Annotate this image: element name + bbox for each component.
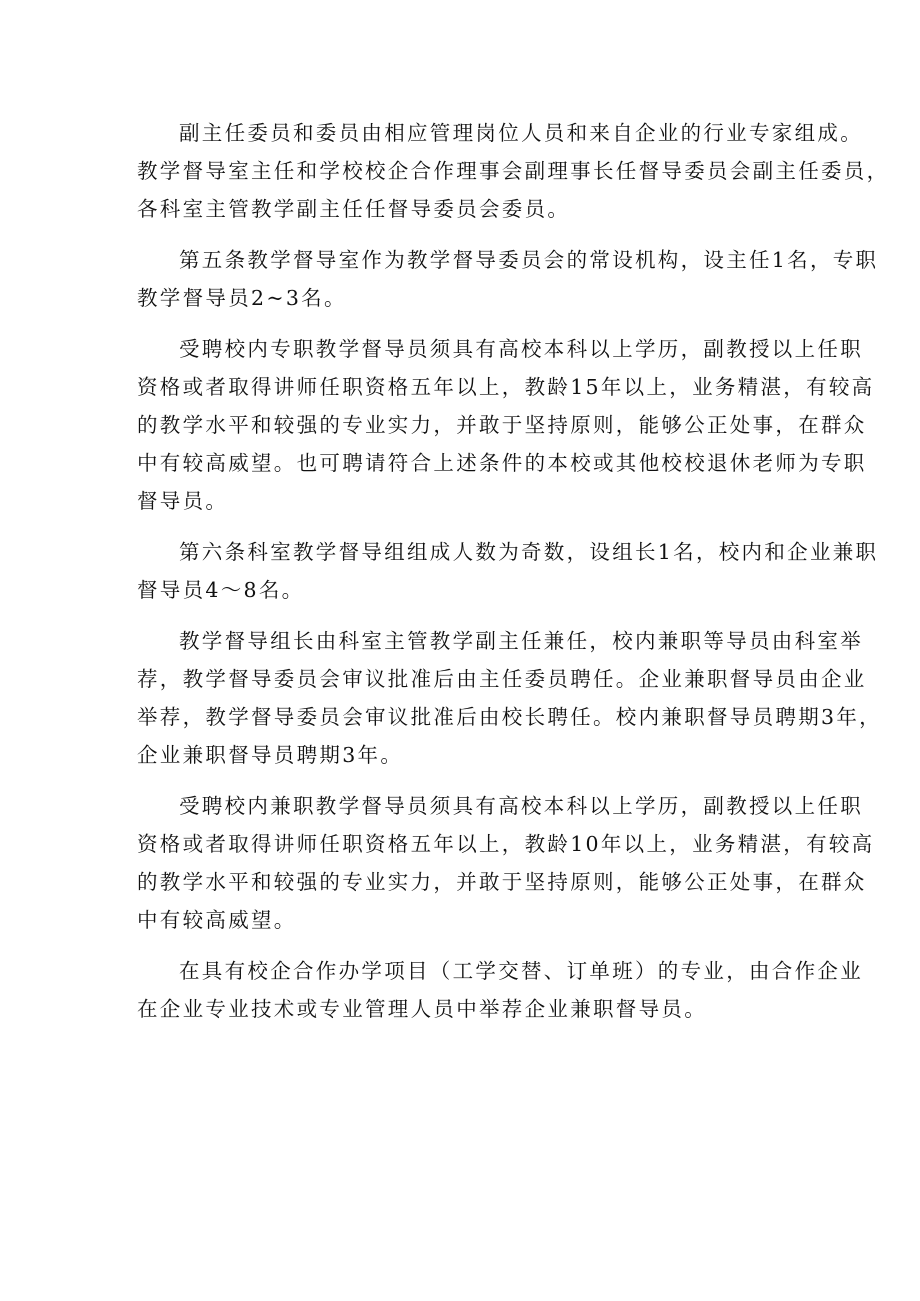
paragraph-article-5 [137, 241, 879, 317]
text-line: 企业兼职督导员聘期3年。 [137, 743, 404, 767]
text-line: 荐，教学督导委员会审议批准后由主任委员聘任。企业兼职督导员由企业 [137, 667, 867, 691]
text-line: 受聘校内兼职教学督导员须具有高校本科以上学历，副教授以上任职 [179, 794, 863, 818]
text-line: 第六条科室教学督导组组成人数为奇数，设组长1名，校内和企业兼职 [179, 540, 879, 564]
paragraph-committee-composition [137, 114, 890, 228]
paragraph-fulltime-inspector-requirements [137, 330, 875, 520]
text-line: 中有较高威望。 [137, 908, 297, 932]
text-line: 副主任委员和委员由相应管理岗位人员和来自企业的行业专家组成。 [179, 121, 863, 145]
paragraph-group-leader-appointment [137, 622, 882, 774]
text-line: 教学督导员2~3名。 [137, 286, 347, 310]
text-line: 教学督导室主任和学校校企合作理事会副理事长任督导委员会副主任委员， [137, 159, 890, 183]
text-line: 资格或者取得讲师任职资格五年以上，教龄15年以上，业务精湛，有较高 [137, 375, 875, 399]
text-line: 资格或者取得讲师任职资格五年以上，教龄10年以上，业务精湛，有较高 [137, 832, 875, 856]
text-line: 在企业专业技术或专业管理人员中举荐企业兼职督导员。 [137, 997, 707, 1021]
text-line: 督导员4～8名。 [137, 578, 305, 602]
paragraph-article-6 [137, 533, 879, 609]
text-line: 中有较高威望。也可聘请符合上述条件的本校或其他校校退休老师为专职 [137, 451, 867, 475]
text-line: 在具有校企合作办学项目（工学交替、订单班）的专业，由合作企业 [179, 959, 863, 983]
paragraph-enterprise-inspector [137, 952, 863, 1028]
document-body [137, 114, 890, 1041]
text-line: 受聘校内专职教学督导员须具有高校本科以上学历，副教授以上任职 [179, 337, 863, 361]
text-line: 各科室主管教学副主任任督导委员会委员。 [137, 197, 571, 221]
text-line: 第五条教学督导室作为教学督导委员会的常设机构，设主任1名，专职 [179, 248, 879, 272]
text-line: 教学督导组长由科室主管教学副主任兼任，校内兼职等导员由科室举 [179, 629, 863, 653]
paragraph-parttime-inspector-requirements [137, 787, 875, 939]
text-line: 的教学水平和较强的专业实力，并敢于坚持原则，能够公正处事，在群众 [137, 413, 867, 437]
text-line: 的教学水平和较强的专业实力，并敢于坚持原则，能够公正处事，在群众 [137, 870, 867, 894]
text-line: 举荐，教学督导委员会审议批准后由校长聘任。校内兼职督导员聘期3年， [137, 705, 882, 729]
text-line: 督导员。 [137, 489, 229, 513]
